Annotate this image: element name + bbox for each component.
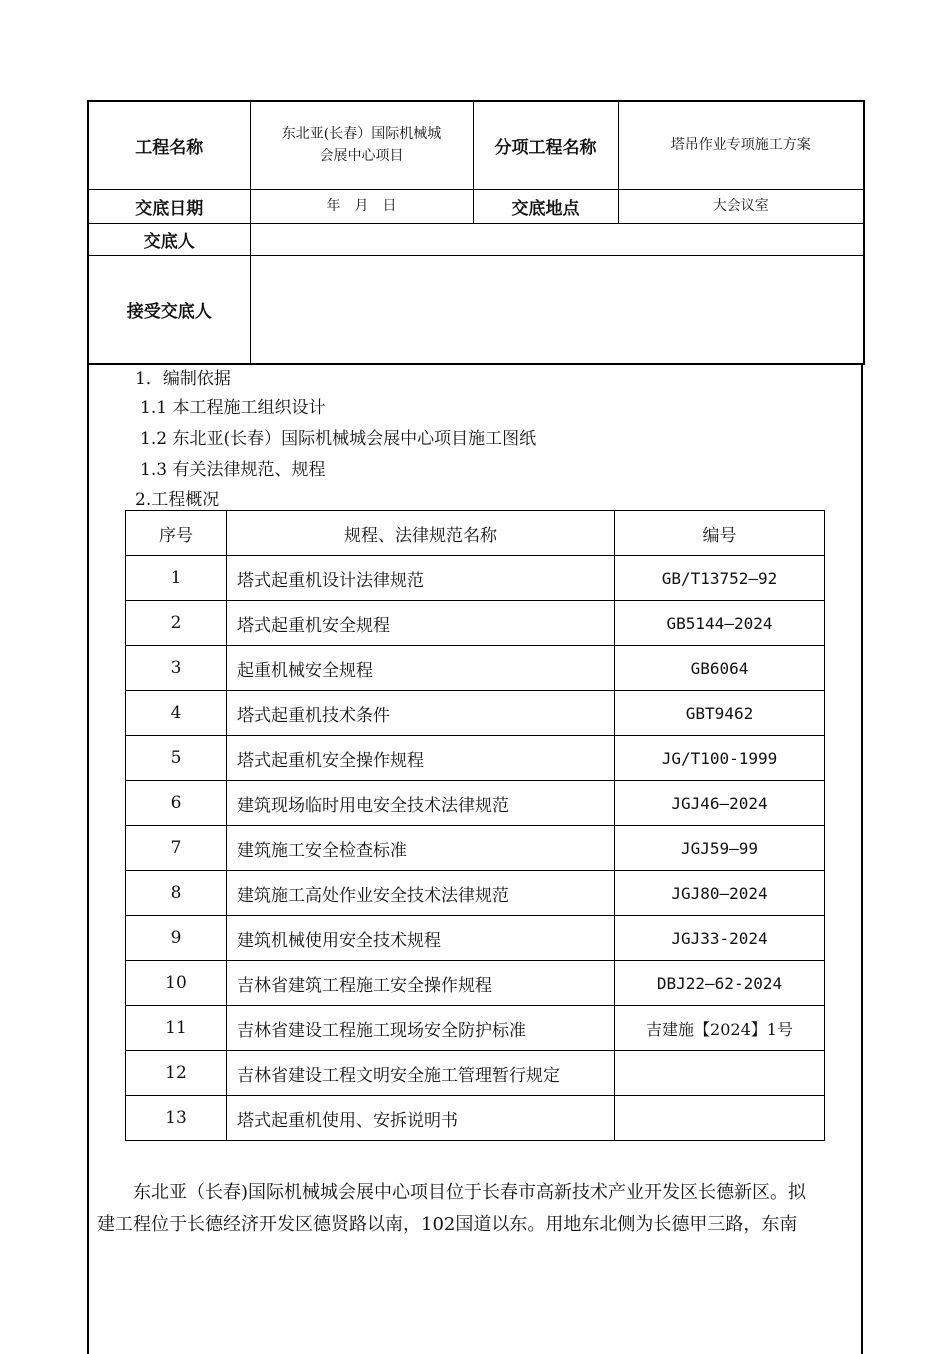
table-row [126,736,825,781]
row-name: 塔式起重机安全规程 [227,601,615,646]
project-name-line2: 会展中心项目 [319,148,404,165]
section2-title: 2.工程概况 [135,490,220,510]
receiver-label: 接受交底人 [88,255,250,364]
row-index: 7 [126,826,227,871]
row-index: 10 [126,961,227,1006]
date-label: 交底日期 [88,189,250,223]
row-code [615,1051,825,1096]
row-index: 12 [126,1051,227,1096]
section1-item-3: 1.3 有关法律规范、规程 [140,460,326,480]
row-name: 塔式起重机安全操作规程 [227,736,615,781]
project-name-line1: 东北亚(长春）国际机械城 [281,126,442,143]
sub-project-label: 分项工程名称 [473,101,618,189]
section1-item-1: 1.1 本工程施工组织设计 [140,398,326,418]
row-name: 吉林省建设工程文明安全施工管理暂行规定 [227,1051,615,1096]
row-code: GB6064 [615,646,825,691]
row-code: DBJ22—62-2024 [615,961,825,1006]
section1-title: 1．编制依据 [135,369,231,389]
row-index: 11 [126,1006,227,1051]
row-index: 13 [126,1096,227,1141]
col-header-code: 编号 [615,511,825,556]
overview-line-2: 建工程位于长德经济开发区德贤路以南，102国道以东。用地东北侧为长德甲三路，东南 [97,1214,798,1235]
row-name: 吉林省建筑工程施工安全操作规程 [227,961,615,1006]
project-name-label: 工程名称 [88,101,250,189]
location-label: 交底地点 [473,189,618,223]
table-row [126,826,825,871]
row-index: 8 [126,871,227,916]
sub-project-value: 塔吊作业专项施工方案 [618,101,864,189]
overview-paragraph [97,1177,857,1241]
row-name: 吉林省建设工程施工现场安全防护标准 [227,1006,615,1051]
row-name: 建筑施工高处作业安全技术法律规范 [227,871,615,916]
row-code: GB5144—2024 [615,601,825,646]
row-index: 1 [126,556,227,601]
table-row [126,646,825,691]
row-index: 4 [126,691,227,736]
discloser-value [250,223,864,255]
row-code: GBT9462 [615,691,825,736]
col-header-index: 序号 [126,511,227,556]
row-name: 起重机械安全规程 [227,646,615,691]
table-row [126,556,825,601]
row-name: 塔式起重机使用、安拆说明书 [227,1096,615,1141]
row-code: 吉建施【2024】1号 [615,1006,825,1051]
table-row [126,601,825,646]
table-row [126,781,825,826]
section1-item-2: 1.2 东北亚(长春）国际机械城会展中心项目施工图纸 [140,429,537,449]
table-row [126,1096,825,1141]
header-table [87,100,865,365]
table-row [126,871,825,916]
table-row [126,916,825,961]
spec-table [125,510,825,1141]
row-code: JG/T100-1999 [615,736,825,781]
table-row [126,1006,825,1051]
table-row [126,691,825,736]
row-index: 3 [126,646,227,691]
row-code: GB/T13752—92 [615,556,825,601]
row-name: 塔式起重机设计法律规范 [227,556,615,601]
project-name-value [250,101,473,189]
receiver-value [250,255,864,364]
row-index: 2 [126,601,227,646]
location-value: 大会议室 [618,189,864,223]
spec-header-row [126,511,825,556]
row-name: 建筑机械使用安全技术规程 [227,916,615,961]
overview-line-1: 东北亚（长春)国际机械城会展中心项目位于长春市高新技术产业开发区长德新区。拟 [133,1182,807,1203]
row-index: 6 [126,781,227,826]
row-index: 9 [126,916,227,961]
table-row [126,961,825,1006]
row-code [615,1096,825,1141]
row-code: JGJ33-2024 [615,916,825,961]
row-name: 塔式起重机技术条件 [227,691,615,736]
row-name: 建筑施工安全检查标准 [227,826,615,871]
row-code: JGJ59—99 [615,826,825,871]
discloser-label: 交底人 [88,223,250,255]
row-index: 5 [126,736,227,781]
table-row [126,1051,825,1096]
row-code: JGJ46—2024 [615,781,825,826]
row-name: 建筑现场临时用电安全技术法律规范 [227,781,615,826]
date-value: 年 月 日 [250,189,473,223]
row-code: JGJ80—2024 [615,871,825,916]
col-header-name: 规程、法律规范名称 [227,511,615,556]
